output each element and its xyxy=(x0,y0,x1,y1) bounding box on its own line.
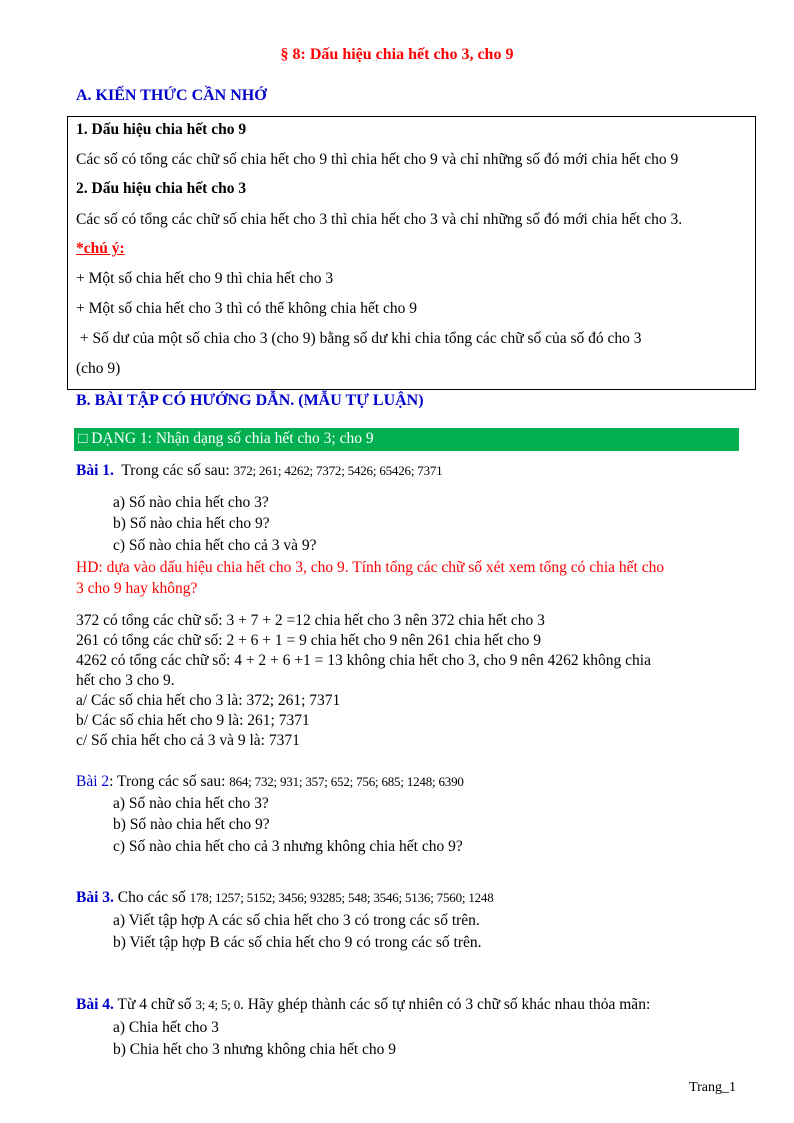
note-line-3-cont: (cho 9) xyxy=(76,360,121,377)
page-number: Trang_1 xyxy=(689,1080,736,1095)
exercise-1-b: b) Số nào chia hết cho 9? xyxy=(113,515,270,532)
solution-line-3: 4262 có tổng các chữ số: 4 + 2 + 6 +1 = 13 không chia hết cho 3, cho 9 nên 4262 không chia xyxy=(76,652,651,669)
exercise-2-c: c) Số nào chia hết cho cả 3 nhưng không chia hết cho 9? xyxy=(113,838,463,855)
solution-line-7: c/ Số chia hết cho cả 3 và 9 là: 7371 xyxy=(76,732,300,749)
rule-9-heading: 1. Dấu hiệu chia hết cho 9 xyxy=(76,121,247,138)
exercise-3-numbers: 178; 1257; 5152; 3456; 93285; 548; 3546; 5136; 7560; 1248 xyxy=(189,890,494,905)
exercise-1-line xyxy=(76,462,442,480)
solution-line-6: b/ Các số chia hết cho 9 là: 261; 7371 xyxy=(76,712,310,729)
exercise-4-a: a) Chia hết cho 3 xyxy=(113,1019,219,1036)
note-heading: *chú ý: xyxy=(76,240,125,257)
page-title: § 8: Dấu hiệu chia hết cho 3, cho 9 xyxy=(280,46,514,63)
solution-line-1: 372 có tổng các chữ số: 3 + 7 + 2 =12 chia hết cho 3 nên 372 chia hết cho 3 xyxy=(76,612,545,629)
exercise-1-c: c) Số nào chia hết cho cả 3 và 9? xyxy=(113,537,317,554)
type-1-banner xyxy=(74,428,739,451)
exercise-3-b: b) Viết tập hợp B các số chia hết cho 9 có trong các số trên. xyxy=(113,934,482,951)
hint-line-2: 3 cho 9 hay không? xyxy=(76,580,198,597)
exercise-2-numbers: 864; 732; 931; 357; 652; 756; 685; 1248; 6390 xyxy=(229,774,464,789)
exercise-1-a: a) Số nào chia hết cho 3? xyxy=(113,494,269,511)
exercise-3-text: Cho các số xyxy=(113,889,190,906)
note-line-3: + Số dư của một số chia cho 3 (cho 9) bằng số dư khi chia tổng các chữ số của số đó cho 3 xyxy=(76,330,642,347)
exercise-1-text: Trong các số sau: xyxy=(113,462,234,479)
exercise-2-b: b) Số nào chia hết cho 9? xyxy=(113,816,270,833)
exercise-2-line xyxy=(76,773,464,791)
exercise-4-digits: 3; 4; 5; 0 xyxy=(195,997,241,1012)
knowledge-box xyxy=(67,116,756,390)
exercise-3-line xyxy=(76,889,494,907)
exercise-2-text: : Trong các số sau: xyxy=(109,773,230,790)
exercise-4-line xyxy=(76,996,650,1014)
exercise-1-label: Bài 1. xyxy=(76,462,114,479)
exercise-3-a: a) Viết tập hợp A các số chia hết cho 3 có trong các số trên. xyxy=(113,912,480,929)
exercise-1-numbers: 372; 261; 4262; 7372; 5426; 65426; 7371 xyxy=(233,463,443,478)
exercise-4-text-1: Từ 4 chữ số xyxy=(113,996,196,1013)
rule-3-heading: 2. Dấu hiệu chia hết cho 3 xyxy=(76,180,247,197)
note-line-1: + Một số chia hết cho 9 thì chia hết cho 3 xyxy=(76,270,334,287)
section-b-heading: B. BÀI TẬP CÓ HƯỚNG DẪN. (MẪU TỰ LUẬN) xyxy=(76,392,424,409)
exercise-4-text-2: . Hãy ghép thành các số tự nhiên có 3 chữ số khác nhau thỏa mãn: xyxy=(240,996,651,1013)
hint-line-1: HD: dựa vào dấu hiệu chia hết cho 3, cho 9. Tính tổng các chữ số xét xem tổng có chia hết cho xyxy=(76,559,665,576)
solution-line-2: 261 có tổng các chữ số: 2 + 6 + 1 = 9 chia hết cho 9 nên 261 chia hết cho 9 xyxy=(76,632,542,649)
exercise-4-b: b) Chia hết cho 3 nhưng không chia hết cho 9 xyxy=(113,1041,397,1058)
exercise-2-label: Bài 2 xyxy=(76,773,110,790)
solution-line-4: hết cho 3 cho 9. xyxy=(76,672,175,689)
exercise-4-label: Bài 4. xyxy=(76,996,114,1013)
rule-3-text: Các số có tổng các chữ số chia hết cho 3 thì chia hết cho 3 và chỉ những số đó mới chia hết cho 3. xyxy=(76,211,683,228)
exercise-3-label: Bài 3. xyxy=(76,889,114,906)
note-line-2: + Một số chia hết cho 3 thì có thể không chia hết cho 9 xyxy=(76,300,418,317)
rule-9-text: Các số có tổng các chữ số chia hết cho 9 thì chia hết cho 9 và chỉ những số đó mới chia hết cho 9 xyxy=(76,151,679,168)
section-a-heading: A. KIẾN THỨC CẦN NHỚ xyxy=(76,87,267,104)
exercise-2-a: a) Số nào chia hết cho 3? xyxy=(113,795,269,812)
solution-line-5: a/ Các số chia hết cho 3 là: 372; 261; 7371 xyxy=(76,692,341,709)
type-1-label: □ DẠNG 1: Nhận dạng số chia hết cho 3; cho 9 xyxy=(78,430,374,447)
